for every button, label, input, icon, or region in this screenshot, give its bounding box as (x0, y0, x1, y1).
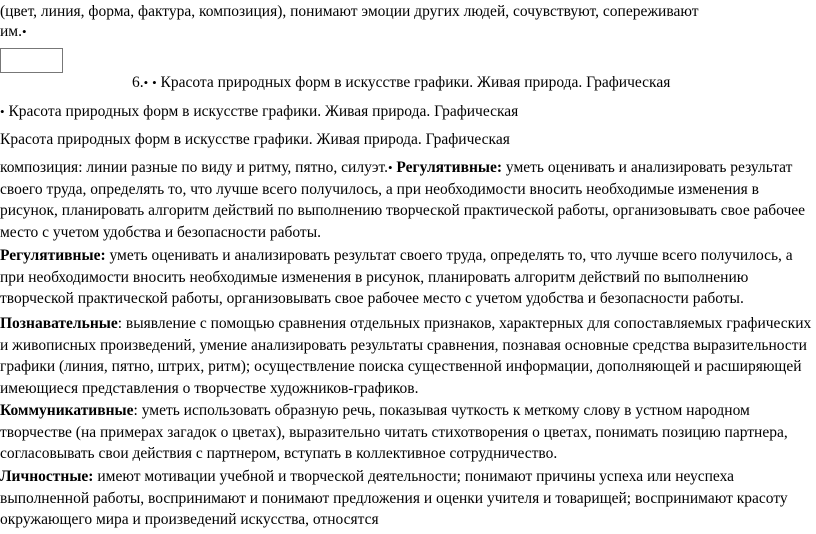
bullet-icon: • (387, 160, 393, 175)
top-text-line-1 (0, 2, 699, 21)
cognitive-paragraph (0, 313, 812, 399)
top-text-line-2-content: им. (0, 23, 22, 40)
heading-number: 6. (132, 74, 144, 91)
bullet-icon: • (152, 75, 157, 90)
plain-heading (0, 130, 510, 149)
top-text-line-2 (0, 22, 27, 41)
cognitive-label: Познавательные (0, 315, 118, 332)
personal-label: Личностные: (0, 468, 94, 485)
empty-text-box (0, 48, 63, 73)
composition-text: композиция: линии разные по виду и ритму, пятно, силуэт. (0, 159, 388, 176)
bullet-icon: • (0, 104, 5, 119)
personal-paragraph (0, 466, 812, 531)
regulatory-paragraph (0, 245, 812, 310)
regulatory-label: Регулятивные: (0, 247, 106, 264)
numbered-heading-text: Красота природных форм в искусстве графики. Живая природа. Графическая (160, 74, 671, 91)
regulatory-text: уметь оценивать и анализировать результат своего труда, определять то, что лучше всего получилось, а при необходимости вносить необходимые изменения в рисунок, планировать алгоритм действий по выполнению творческой практической работы, организовывать свое рабочее место с учетом удобства и безопасности работы. (0, 247, 793, 307)
communicative-label: Коммуникативные (0, 402, 134, 419)
bullet-icon: • (143, 75, 149, 90)
plain-heading-text: Красота природных форм в искусстве графики. Живая природа. Графическая (0, 131, 510, 148)
personal-text: имеют мотивации учебной и творческой деятельности; понимают причины успеха или неуспеха выполненной работы, воспринимают и понимают предложения и оценки учителя и товарищей; воспринимают красоту окружающего мира и произведений искусства, относятся (0, 468, 788, 528)
communicative-text: : уметь использовать образную речь, показывая чуткость к меткому слову в устном народном творчестве (на примерах загадок о цветах), выразительно читать стихотворения о цветах, понимать позицию партнера, согласовывать свои действия с партнером, вступать в коллективное сотрудничество. (0, 402, 788, 462)
bullet-heading-text: Красота природных форм в искусстве графики. Живая природа. Графическая (8, 103, 519, 120)
bullet-icon: • (21, 24, 27, 39)
top-text-line-1-content: (цвет, линия, форма, фактура, композиция), понимают эмоции других людей, сочувствуют, сопереживают (0, 3, 699, 20)
composition-regulatory-text: уметь оценивать и анализировать результат своего труда, определять то, что лучше всего получилось, а при необходимости вносить необходимые изменения в рисунок, планировать алгоритм действий по выполнению творческой практической работы, организовывать свое рабочее место с учетом удобства и безопасности работы. (0, 159, 806, 241)
numbered-heading (132, 73, 670, 92)
composition-regulatory-label: Регулятивные: (396, 159, 503, 176)
composition-paragraph (0, 157, 812, 243)
cognitive-text: : выявление с помощью сравнения отдельных признаков, характерных для сопоставляемых графических и живописных произведений, умение анализировать результаты сравнения, познавая основные средства выразительности графики (линия, пятно, штрих, ритм); осуществление поиска существенной информации, дополняющей и расширяющей имеющиеся представления о творчестве художников-графиков. (0, 315, 812, 397)
bullet-heading (0, 102, 518, 121)
communicative-paragraph (0, 400, 812, 465)
